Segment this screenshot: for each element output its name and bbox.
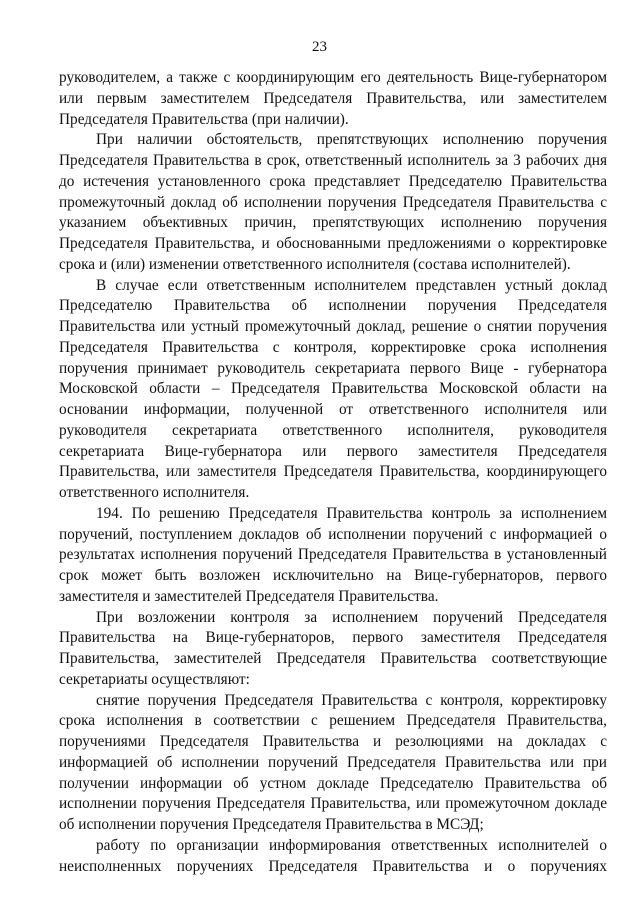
paragraph-6: снятие поручения Председателя Правительства с контроля, корректировку срока исполнения в соответствии с решением Председателя Правительства, поручениями Председателя Правительства и резолюциями на докладах с информацией об исполнении поручений Председателя Правительства или при получении информации об устном докладе Председателю Правительства об исполнении поручения Председателя Правительства, или промежуточном докладе об исполнении поручения Председателя Правительства в МСЭД; — [59, 691, 607, 833]
paragraph-5: При возложении контроля за исполнением поручений Председателя Правительства на Вице-губернаторов, первого заместителя Председателя Правительства, заместителей Председателя Правительства соответствующие секретариаты осуществляют: — [59, 608, 607, 688]
document-body — [59, 68, 607, 877]
paragraph-4: 194. По решению Председателя Правительства контроль за исполнением поручений, поступлением докладов об исполнении поручений с информацией о результатах исполнения поручений Председателя Правительства в установленный срок может быть возложен исключительно на Вице-губернаторов, первого заместителя и заместителей Председателя Правительства. — [59, 504, 607, 605]
paragraph-7: работу по организации информирования ответственных исполнителей о неисполненных поручениях Председателя Правительства и о поручениях — [59, 836, 607, 875]
paragraph-3: В случае если ответственным исполнителем представлен устный доклад Председателю Правительства об исполнении поручения Председателя Правительства или устный промежуточный доклад, решение о снятии поручения Председателя Правительства с контроля, корректировке срока исполнения поручения принимает руководитель секретариата первого Вице - губернатора Московской области – Председателя Правительства Московской области на основании информации, полученной от ответственного исполнителя или руководителя секретариата ответственного исполнителя, руководителя секретариата Вице-губернатора или первого заместителя Председателя Правительства, или заместителя Председателя Правительства, координирующего ответственного исполнителя. — [59, 276, 607, 501]
page-number: 23 — [312, 39, 327, 55]
paragraph-2: При наличии обстоятельств, препятствующих исполнению поручения Председателя Правительства в срок, ответственный исполнитель за 3 рабочих дня до истечения установленного срока представляет Председателю Правительства промежуточный доклад об исполнении поручения Председателя Правительства с указанием объективных причин, препятствующих исполнению поручения Председателя Правительства, и обоснованными предложениями о корректировке срока и (или) изменении ответственного исполнителя (состава исполнителей). — [59, 131, 607, 273]
paragraph-1: руководителем, а также с координирующим его деятельность Вице-губернатором или первым заместителем Председателя Правительства, или заместителем Председателя Правительства (при наличии). — [59, 69, 607, 128]
